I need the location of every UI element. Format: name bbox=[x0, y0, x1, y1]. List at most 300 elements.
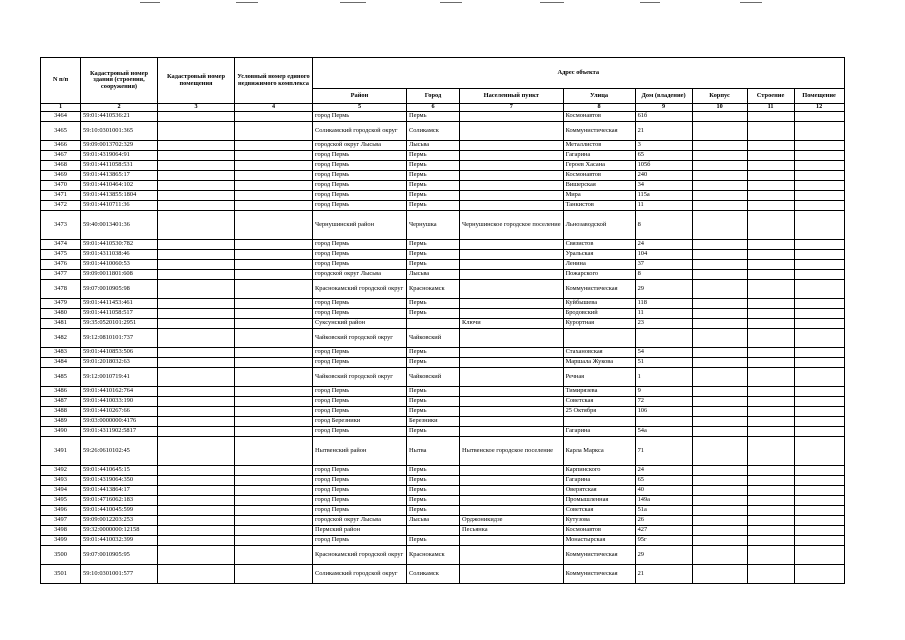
cell-settlement bbox=[460, 486, 564, 496]
cell-cadastral-premise bbox=[158, 407, 235, 417]
table-row bbox=[41, 526, 845, 536]
column-number: 8 bbox=[563, 104, 635, 112]
cell-house: 24 bbox=[635, 240, 692, 250]
cell-pomeshchenie bbox=[794, 309, 844, 319]
cell-settlement bbox=[460, 112, 564, 122]
cell-stroenie bbox=[747, 319, 794, 329]
cell-korpus bbox=[692, 516, 747, 526]
cell-settlement bbox=[460, 309, 564, 319]
cell-city: Пермь bbox=[407, 161, 460, 171]
cell-street: Металлистов bbox=[563, 141, 635, 151]
cell-conditional-number bbox=[235, 417, 313, 427]
cell-cadastral-building: 59:12:0810101:737 bbox=[81, 329, 158, 348]
column-number: 10 bbox=[692, 104, 747, 112]
cell-conditional-number bbox=[235, 250, 313, 260]
header-address: Адрес объекта bbox=[313, 58, 845, 89]
cell-num: 3475 bbox=[41, 250, 81, 260]
registry-sheet bbox=[40, 57, 845, 584]
cell-stroenie bbox=[747, 368, 794, 387]
cell-stroenie bbox=[747, 417, 794, 427]
cell-num: 3483 bbox=[41, 348, 81, 358]
cell-district: город Пермь bbox=[313, 112, 407, 122]
table-row bbox=[41, 427, 845, 437]
cell-street: Космонавтов bbox=[563, 171, 635, 181]
cell-district: город Пермь bbox=[313, 358, 407, 368]
cell-cadastral-building: 59:07:0010905:95 bbox=[81, 546, 158, 565]
cell-district: Соликамский городской округ bbox=[313, 565, 407, 584]
table-row bbox=[41, 407, 845, 417]
cell-num: 3480 bbox=[41, 309, 81, 319]
cell-city: Пермь bbox=[407, 486, 460, 496]
cell-stroenie bbox=[747, 397, 794, 407]
cell-house: 24 bbox=[635, 466, 692, 476]
cell-conditional-number bbox=[235, 270, 313, 280]
table-row bbox=[41, 506, 845, 516]
cell-conditional-number bbox=[235, 151, 313, 161]
cell-settlement bbox=[460, 161, 564, 171]
cell-cadastral-building: 59:03:0000000:4176 bbox=[81, 417, 158, 427]
cell-conditional-number bbox=[235, 407, 313, 417]
cell-settlement bbox=[460, 299, 564, 309]
column-number: 11 bbox=[747, 104, 794, 112]
cell-pomeshchenie bbox=[794, 427, 844, 437]
cell-cadastral-premise bbox=[158, 299, 235, 309]
cell-num: 3492 bbox=[41, 466, 81, 476]
cell-korpus bbox=[692, 260, 747, 270]
header-stroenie: Строение bbox=[747, 89, 794, 104]
cell-settlement bbox=[460, 536, 564, 546]
cell-district: город Березники bbox=[313, 417, 407, 427]
cell-settlement bbox=[460, 546, 564, 565]
cell-stroenie bbox=[747, 201, 794, 211]
cell-house: 37 bbox=[635, 260, 692, 270]
cell-cadastral-premise bbox=[158, 191, 235, 201]
cell-settlement bbox=[460, 358, 564, 368]
table-row bbox=[41, 112, 845, 122]
cell-city: Пермь bbox=[407, 506, 460, 516]
cell-settlement bbox=[460, 240, 564, 250]
cell-stroenie bbox=[747, 181, 794, 191]
cell-street: Вишерская bbox=[563, 181, 635, 191]
cell-district: город Пермь bbox=[313, 536, 407, 546]
cell-street: Танкистов bbox=[563, 201, 635, 211]
table-row bbox=[41, 240, 845, 250]
cell-conditional-number bbox=[235, 122, 313, 141]
table-row bbox=[41, 260, 845, 270]
cell-pomeshchenie bbox=[794, 417, 844, 427]
cell-cadastral-building: 59:01:4716062:183 bbox=[81, 496, 158, 506]
cell-district: Чернушинский район bbox=[313, 211, 407, 240]
cell-cadastral-building: 59:01:4410536:21 bbox=[81, 112, 158, 122]
cell-cadastral-premise bbox=[158, 260, 235, 270]
cell-conditional-number bbox=[235, 299, 313, 309]
cell-korpus bbox=[692, 417, 747, 427]
cell-korpus bbox=[692, 368, 747, 387]
cell-street: Мира bbox=[563, 191, 635, 201]
cell-korpus bbox=[692, 437, 747, 466]
cell-settlement bbox=[460, 122, 564, 141]
cell-conditional-number bbox=[235, 506, 313, 516]
cell-settlement bbox=[460, 201, 564, 211]
cell-stroenie bbox=[747, 112, 794, 122]
header-settlement: Населенный пункт bbox=[460, 89, 564, 104]
table-row bbox=[41, 161, 845, 171]
table-row bbox=[41, 437, 845, 466]
cell-city: Пермь bbox=[407, 250, 460, 260]
column-number: 9 bbox=[635, 104, 692, 112]
cell-conditional-number bbox=[235, 368, 313, 387]
cell-conditional-number bbox=[235, 536, 313, 546]
cell-pomeshchenie bbox=[794, 536, 844, 546]
cell-street bbox=[563, 417, 635, 427]
cell-city: Пермь bbox=[407, 191, 460, 201]
cell-district: город Пермь bbox=[313, 240, 407, 250]
cell-cadastral-building: 59:09:0013702:329 bbox=[81, 141, 158, 151]
cell-korpus bbox=[692, 309, 747, 319]
cell-district: Краснокамский городской округ bbox=[313, 546, 407, 565]
cell-korpus bbox=[692, 526, 747, 536]
cell-cadastral-building: 59:01:4410045:599 bbox=[81, 506, 158, 516]
column-number: 7 bbox=[460, 104, 564, 112]
cell-house: 427 bbox=[635, 526, 692, 536]
cell-conditional-number bbox=[235, 191, 313, 201]
cell-street: Связистов bbox=[563, 240, 635, 250]
cell-cadastral-building: 59:01:4311902:5817 bbox=[81, 427, 158, 437]
cell-korpus bbox=[692, 358, 747, 368]
cell-stroenie bbox=[747, 358, 794, 368]
cell-street: Речная bbox=[563, 368, 635, 387]
header-conditional-number: Условный номер единого недвижимого комплекса bbox=[235, 58, 313, 104]
cell-house bbox=[635, 329, 692, 348]
cell-stroenie bbox=[747, 151, 794, 161]
cell-korpus bbox=[692, 546, 747, 565]
table-row bbox=[41, 250, 845, 260]
cell-num: 3469 bbox=[41, 171, 81, 181]
cell-settlement bbox=[460, 397, 564, 407]
cell-cadastral-building: 59:10:0301001:577 bbox=[81, 565, 158, 584]
cell-street: Коммунистическая bbox=[563, 565, 635, 584]
table-row bbox=[41, 565, 845, 584]
cell-korpus bbox=[692, 299, 747, 309]
cell-korpus bbox=[692, 191, 747, 201]
cell-num: 3481 bbox=[41, 319, 81, 329]
cell-city: Пермь bbox=[407, 536, 460, 546]
cell-settlement bbox=[460, 260, 564, 270]
cell-korpus bbox=[692, 181, 747, 191]
table-row bbox=[41, 211, 845, 240]
table-row bbox=[41, 171, 845, 181]
cell-cadastral-premise bbox=[158, 171, 235, 181]
cell-city: Лысьва bbox=[407, 270, 460, 280]
cell-district: город Пермь bbox=[313, 476, 407, 486]
cell-district: Пермский район bbox=[313, 526, 407, 536]
cell-street: Карла Маркса bbox=[563, 437, 635, 466]
table-row bbox=[41, 280, 845, 299]
cell-house: 11 bbox=[635, 201, 692, 211]
cell-korpus bbox=[692, 427, 747, 437]
cell-house: 61б bbox=[635, 112, 692, 122]
cell-settlement: Чернушинское городское поселение bbox=[460, 211, 564, 240]
cell-street: Космонавтов bbox=[563, 112, 635, 122]
cell-street: Гагарина bbox=[563, 476, 635, 486]
cell-settlement bbox=[460, 476, 564, 486]
cell-cadastral-premise bbox=[158, 358, 235, 368]
cell-city: Чайковский bbox=[407, 368, 460, 387]
cell-district: город Пермь bbox=[313, 486, 407, 496]
cell-cadastral-building: 59:01:4413865:17 bbox=[81, 171, 158, 181]
cell-num: 3482 bbox=[41, 329, 81, 348]
cell-korpus bbox=[692, 280, 747, 299]
cell-city: Пермь bbox=[407, 407, 460, 417]
cell-korpus bbox=[692, 486, 747, 496]
cell-conditional-number bbox=[235, 358, 313, 368]
cell-num: 3472 bbox=[41, 201, 81, 211]
cell-city: Лысьва bbox=[407, 141, 460, 151]
cell-house: 40 bbox=[635, 486, 692, 496]
table-row bbox=[41, 536, 845, 546]
cell-settlement bbox=[460, 191, 564, 201]
cell-num: 3466 bbox=[41, 141, 81, 151]
cell-stroenie bbox=[747, 250, 794, 260]
header-street: Улица bbox=[563, 89, 635, 104]
cell-korpus bbox=[692, 319, 747, 329]
column-number: 1 bbox=[41, 104, 81, 112]
cell-street: Промышленная bbox=[563, 496, 635, 506]
cell-settlement bbox=[460, 270, 564, 280]
column-number: 3 bbox=[158, 104, 235, 112]
cell-district: город Пермь bbox=[313, 466, 407, 476]
cell-stroenie bbox=[747, 506, 794, 516]
cell-cadastral-premise bbox=[158, 181, 235, 191]
cell-korpus bbox=[692, 506, 747, 516]
cell-house: 9 bbox=[635, 387, 692, 397]
cell-stroenie bbox=[747, 122, 794, 141]
cell-korpus bbox=[692, 122, 747, 141]
header-row bbox=[41, 58, 845, 89]
cell-settlement bbox=[460, 407, 564, 417]
cell-num: 3468 bbox=[41, 161, 81, 171]
cell-cadastral-building: 59:01:4410711:36 bbox=[81, 201, 158, 211]
cell-settlement: Ключи bbox=[460, 319, 564, 329]
cell-city: Пермь bbox=[407, 240, 460, 250]
cell-district: город Пермь bbox=[313, 201, 407, 211]
cell-house: 65 bbox=[635, 476, 692, 486]
column-number: 6 bbox=[407, 104, 460, 112]
cell-city: Пермь bbox=[407, 466, 460, 476]
cell-korpus bbox=[692, 536, 747, 546]
cell-conditional-number bbox=[235, 387, 313, 397]
cell-cadastral-premise bbox=[158, 122, 235, 141]
table-row bbox=[41, 486, 845, 496]
cell-pomeshchenie bbox=[794, 299, 844, 309]
cell-num: 3493 bbox=[41, 476, 81, 486]
cell-city: Пермь bbox=[407, 151, 460, 161]
header-district: Район bbox=[313, 89, 407, 104]
cell-num: 3467 bbox=[41, 151, 81, 161]
cell-cadastral-premise bbox=[158, 141, 235, 151]
cell-district: городской округ Лысьва bbox=[313, 516, 407, 526]
cell-cadastral-building: 59:09:0011801:608 bbox=[81, 270, 158, 280]
cell-pomeshchenie bbox=[794, 397, 844, 407]
table-row bbox=[41, 516, 845, 526]
cell-district: город Пермь bbox=[313, 387, 407, 397]
cell-street: Уральская bbox=[563, 250, 635, 260]
cell-korpus bbox=[692, 476, 747, 486]
cell-cadastral-premise bbox=[158, 280, 235, 299]
table-row bbox=[41, 201, 845, 211]
cell-stroenie bbox=[747, 437, 794, 466]
cell-street: Коммунистическая bbox=[563, 280, 635, 299]
cell-stroenie bbox=[747, 211, 794, 240]
table-row bbox=[41, 387, 845, 397]
cell-conditional-number bbox=[235, 171, 313, 181]
cell-city: Пермь bbox=[407, 299, 460, 309]
cell-num: 3488 bbox=[41, 407, 81, 417]
cell-settlement bbox=[460, 329, 564, 348]
table-row bbox=[41, 397, 845, 407]
cell-cadastral-premise bbox=[158, 329, 235, 348]
cell-num: 3487 bbox=[41, 397, 81, 407]
cell-city: Пермь bbox=[407, 309, 460, 319]
cell-district: город Пермь bbox=[313, 496, 407, 506]
cell-num: 3494 bbox=[41, 486, 81, 496]
cell-house: 8 bbox=[635, 270, 692, 280]
table-row bbox=[41, 181, 845, 191]
table-row bbox=[41, 270, 845, 280]
table-row bbox=[41, 141, 845, 151]
cell-district: город Пермь bbox=[313, 397, 407, 407]
cell-street: Советская bbox=[563, 506, 635, 516]
cell-num: 3476 bbox=[41, 260, 81, 270]
cell-cadastral-building: 59:09:0012203:253 bbox=[81, 516, 158, 526]
cell-cadastral-premise bbox=[158, 201, 235, 211]
cell-stroenie bbox=[747, 536, 794, 546]
cell-district: город Пермь bbox=[313, 161, 407, 171]
cell-conditional-number bbox=[235, 546, 313, 565]
cell-house: 51а bbox=[635, 506, 692, 516]
cell-cadastral-building: 59:01:4411058:531 bbox=[81, 161, 158, 171]
cell-settlement bbox=[460, 496, 564, 506]
cell-pomeshchenie bbox=[794, 496, 844, 506]
cell-cadastral-building: 59:01:4319064:91 bbox=[81, 151, 158, 161]
cell-stroenie bbox=[747, 240, 794, 250]
cell-district: Соликамский городской округ bbox=[313, 122, 407, 141]
cell-street: Космонавтов bbox=[563, 526, 635, 536]
cell-cadastral-building: 59:35:0520101:2951 bbox=[81, 319, 158, 329]
cell-settlement bbox=[460, 181, 564, 191]
cell-korpus bbox=[692, 407, 747, 417]
cell-street: Коммунистическая bbox=[563, 546, 635, 565]
cell-korpus bbox=[692, 387, 747, 397]
column-number: 5 bbox=[313, 104, 407, 112]
cell-street: Оверятская bbox=[563, 486, 635, 496]
cell-cadastral-building: 59:12:0010719:41 bbox=[81, 368, 158, 387]
cell-cadastral-premise bbox=[158, 486, 235, 496]
cell-pomeshchenie bbox=[794, 280, 844, 299]
cell-street: Ленина bbox=[563, 260, 635, 270]
cell-num: 3500 bbox=[41, 546, 81, 565]
cell-house: 8 bbox=[635, 211, 692, 240]
cell-conditional-number bbox=[235, 565, 313, 584]
registry-table bbox=[40, 57, 845, 584]
cell-cadastral-premise bbox=[158, 536, 235, 546]
cell-house: 29 bbox=[635, 280, 692, 299]
cell-stroenie bbox=[747, 476, 794, 486]
cell-house: 65 bbox=[635, 151, 692, 161]
cell-conditional-number bbox=[235, 348, 313, 358]
cell-conditional-number bbox=[235, 466, 313, 476]
cell-street: Маршала Жукова bbox=[563, 358, 635, 368]
cell-cadastral-premise bbox=[158, 516, 235, 526]
cell-district: город Пермь bbox=[313, 181, 407, 191]
cell-stroenie bbox=[747, 526, 794, 536]
cell-house: 104 bbox=[635, 250, 692, 260]
cell-house: 106 bbox=[635, 407, 692, 417]
cell-korpus bbox=[692, 270, 747, 280]
cell-city: Лысьва bbox=[407, 516, 460, 526]
cell-city: Пермь bbox=[407, 387, 460, 397]
cell-street: Гагарина bbox=[563, 427, 635, 437]
cell-house: 149а bbox=[635, 496, 692, 506]
cell-num: 3465 bbox=[41, 122, 81, 141]
cell-house: 54а bbox=[635, 427, 692, 437]
cell-pomeshchenie bbox=[794, 141, 844, 151]
cell-street: Тимирязева bbox=[563, 387, 635, 397]
cell-num: 3473 bbox=[41, 211, 81, 240]
table-row bbox=[41, 358, 845, 368]
cell-pomeshchenie bbox=[794, 240, 844, 250]
cell-street: Курортная bbox=[563, 319, 635, 329]
cell-cadastral-building: 59:26:0610102:45 bbox=[81, 437, 158, 466]
cell-cadastral-premise bbox=[158, 506, 235, 516]
cell-house: 95г bbox=[635, 536, 692, 546]
cell-pomeshchenie bbox=[794, 387, 844, 397]
cell-cadastral-premise bbox=[158, 309, 235, 319]
cell-pomeshchenie bbox=[794, 358, 844, 368]
cell-district: Суксунский район bbox=[313, 319, 407, 329]
cell-district: Краснокамский городской округ bbox=[313, 280, 407, 299]
cell-house: 72 bbox=[635, 397, 692, 407]
cell-stroenie bbox=[747, 171, 794, 181]
cell-stroenie bbox=[747, 496, 794, 506]
cell-stroenie bbox=[747, 466, 794, 476]
cell-korpus bbox=[692, 329, 747, 348]
cell-korpus bbox=[692, 171, 747, 181]
cell-pomeshchenie bbox=[794, 250, 844, 260]
table-row bbox=[41, 122, 845, 141]
cell-pomeshchenie bbox=[794, 211, 844, 240]
cell-stroenie bbox=[747, 348, 794, 358]
cell-stroenie bbox=[747, 280, 794, 299]
cell-cadastral-premise bbox=[158, 476, 235, 486]
cell-cadastral-premise bbox=[158, 565, 235, 584]
cell-pomeshchenie bbox=[794, 348, 844, 358]
cell-pomeshchenie bbox=[794, 368, 844, 387]
cell-korpus bbox=[692, 348, 747, 358]
cell-cadastral-premise bbox=[158, 546, 235, 565]
cell-street: Коммунистическая bbox=[563, 122, 635, 141]
cell-city: Пермь bbox=[407, 181, 460, 191]
cell-cadastral-premise bbox=[158, 348, 235, 358]
cell-house: 118 bbox=[635, 299, 692, 309]
cell-conditional-number bbox=[235, 112, 313, 122]
cell-house: 105б bbox=[635, 161, 692, 171]
cell-korpus bbox=[692, 496, 747, 506]
cell-city bbox=[407, 319, 460, 329]
cell-korpus bbox=[692, 141, 747, 151]
cell-cadastral-premise bbox=[158, 151, 235, 161]
cell-conditional-number bbox=[235, 437, 313, 466]
